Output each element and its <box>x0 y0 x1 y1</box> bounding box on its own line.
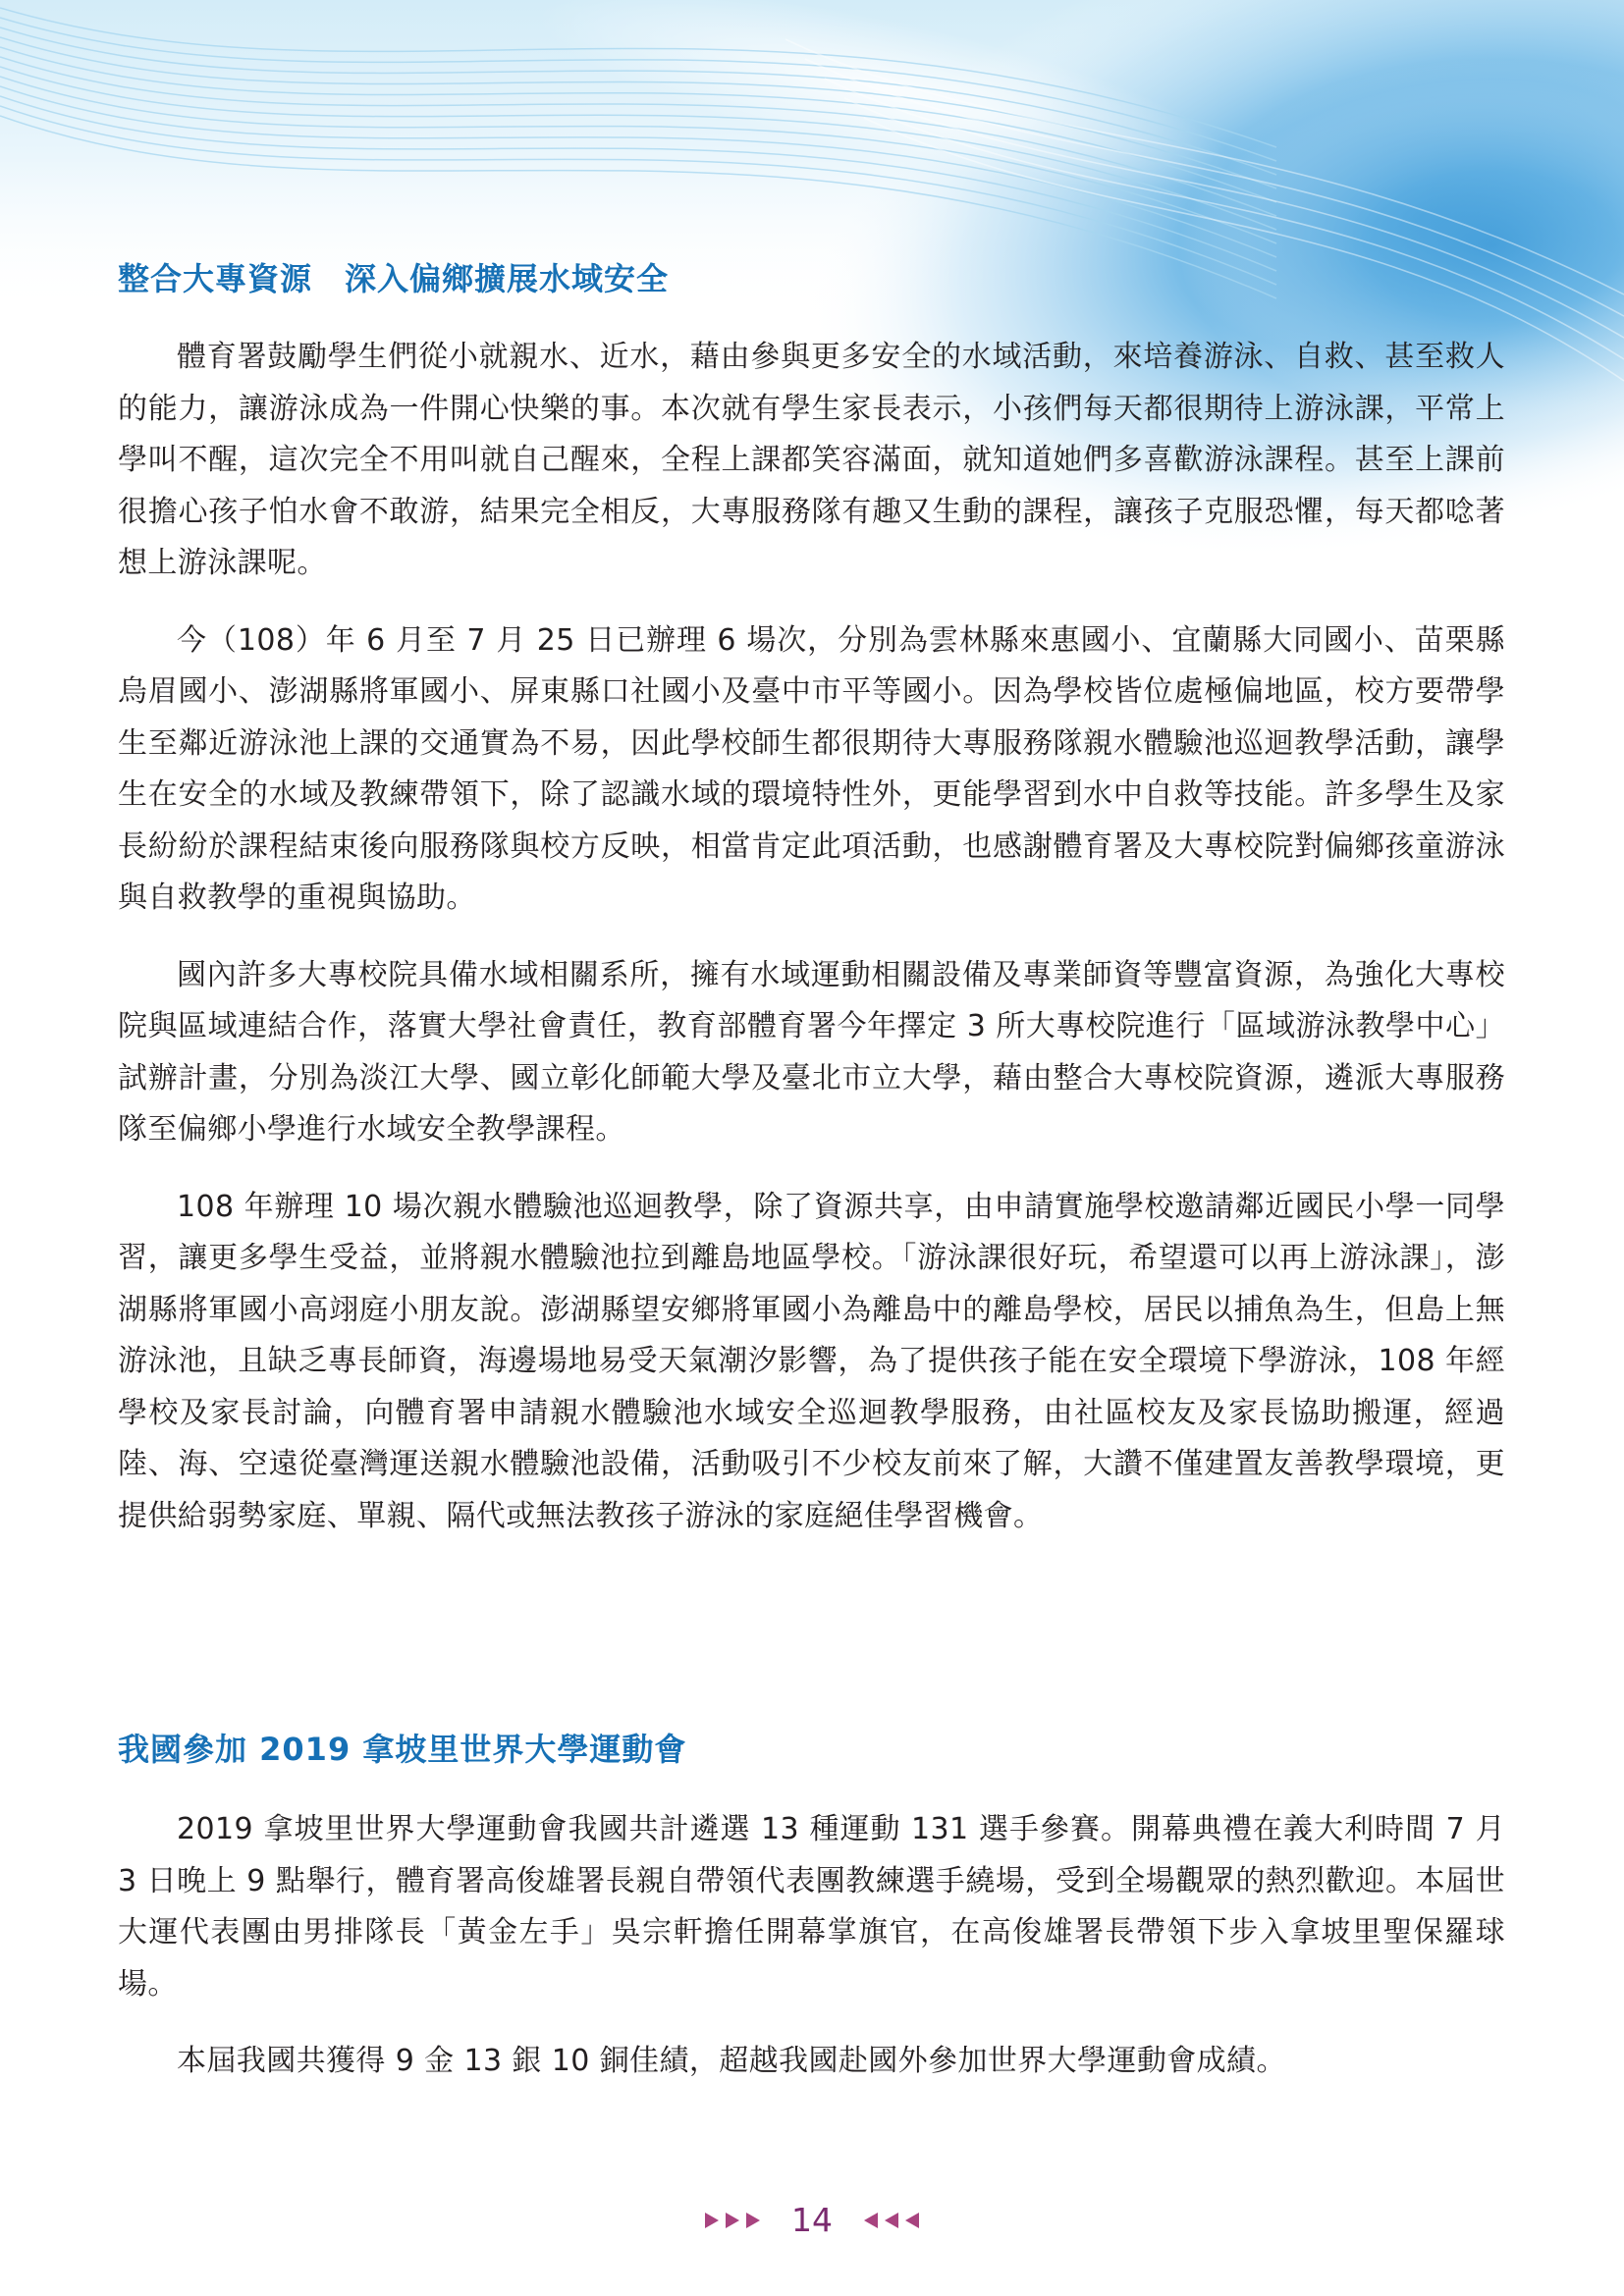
body-paragraph: 2019 拿坡里世界大學運動會我國共計遴選 13 種運動 131 選手參賽。開幕典禮在義大利時間 7 月 3 日晚上 9 點舉行，體育署高俊雄署長親自帶領代表團教練選手繞場，受到全場觀眾的熱烈歡迎。本屆世大運代表團由男排隊長「黃金左手」吳宗軒擔任開幕掌旗官，在高俊雄署長帶領下步入拿坡里聖保羅球場。 <box>118 1812 1505 2002</box>
section-body <box>118 1804 1505 2113</box>
body-paragraph: 本屆我國共獲得 9 金 13 銀 10 銅佳績，超越我國赴國外參加世界大學運動會成績。 <box>177 2044 1286 2078</box>
section-heading: 整合大專資源 深入偏鄉擴展水域安全 <box>118 260 670 297</box>
page-footer <box>0 2198 1624 2243</box>
section-body <box>118 332 1505 1568</box>
body-paragraph: 國內許多大專校院具備水域相關系所，擁有水域運動相關設備及專業師資等豐富資源，為強化大專校院與區域連結合作，落實大學社會責任，教育部體育署今年擇定 3 所大專校院進行「區域游泳教學中心」試辦計畫，分別為淡江大學、國立彰化師範大學及臺北市立大學，藉由整合大專校院資源，遴派大專服務隊至偏鄉小學進行水域安全教學課程。 <box>118 957 1505 1147</box>
arrow-left-icon <box>862 2211 919 2230</box>
section-heading: 我國參加 2019 拿坡里世界大學運動會 <box>118 1731 687 1768</box>
body-paragraph: 108 年辦理 10 場次親水體驗池巡迴教學，除了資源共享，由申請實施學校邀請鄰近國民小學一同學習，讓更多學生受益，並將親水體驗池拉到離島地區學校。「游泳課很好玩，希望還可以再上游泳課」，澎湖縣將軍國小高翊庭小朋友說。澎湖縣望安鄉將軍國小為離島中的離島學校，居民以捕魚為生，但島上無游泳池，且缺乏專長師資，海邊場地易受天氣潮汐影響，為了提供孩子能在安全環境下學游泳，108 年經學校及家長討論，向體育署申請親水體驗池水域安全巡迴教學服務，由社區校友及家長協助搬運，經過陸、海、空遠從臺灣運送親水體驗池設備，活動吸引不少校友前來了解，大讚不僅建置友善教學環境，更提供給弱勢家庭、單親、隔代或無法教孩子游泳的家庭絕佳學習機會。 <box>118 1189 1505 1533</box>
arrow-right-icon <box>705 2211 762 2230</box>
page-number: 14 <box>791 2201 833 2239</box>
body-paragraph: 體育署鼓勵學生們從小就親水、近水，藉由參與更多安全的水域活動，來培養游泳、自救、甚至救人的能力，讓游泳成為一件開心快樂的事。本次就有學生家長表示，小孩們每天都很期待上游泳課，平常上學叫不醒，這次完全不用叫就自己醒來，全程上課都笑容滿面，就知道她們多喜歡游泳課程。甚至上課前很擔心孩子怕水會不敢游，結果完全相反，大專服務隊有趣又生動的課程，讓孩子克服恐懼，每天都唸著想上游泳課呢。 <box>118 340 1505 580</box>
body-paragraph: 今（108）年 6 月至 7 月 25 日已辦理 6 場次，分別為雲林縣來惠國小、宜蘭縣大同國小、苗栗縣烏眉國小、澎湖縣將軍國小、屏東縣口社國小及臺中市平等國小。因為學校皆位處極偏地區，校方要帶學生至鄰近游泳池上課的交通實為不易，因此學校師生都很期待大專服務隊親水體驗池巡迴教學活動，讓學生在安全的水域及教練帶領下，除了認識水域的環境特性外，更能學習到水中自救等技能。許多學生及家長紛紛於課程結束後向服務隊與校方反映，相當肯定此項活動，也感謝體育署及大專校院對偏鄉孩童游泳與自救教學的重視與協助。 <box>118 622 1505 915</box>
